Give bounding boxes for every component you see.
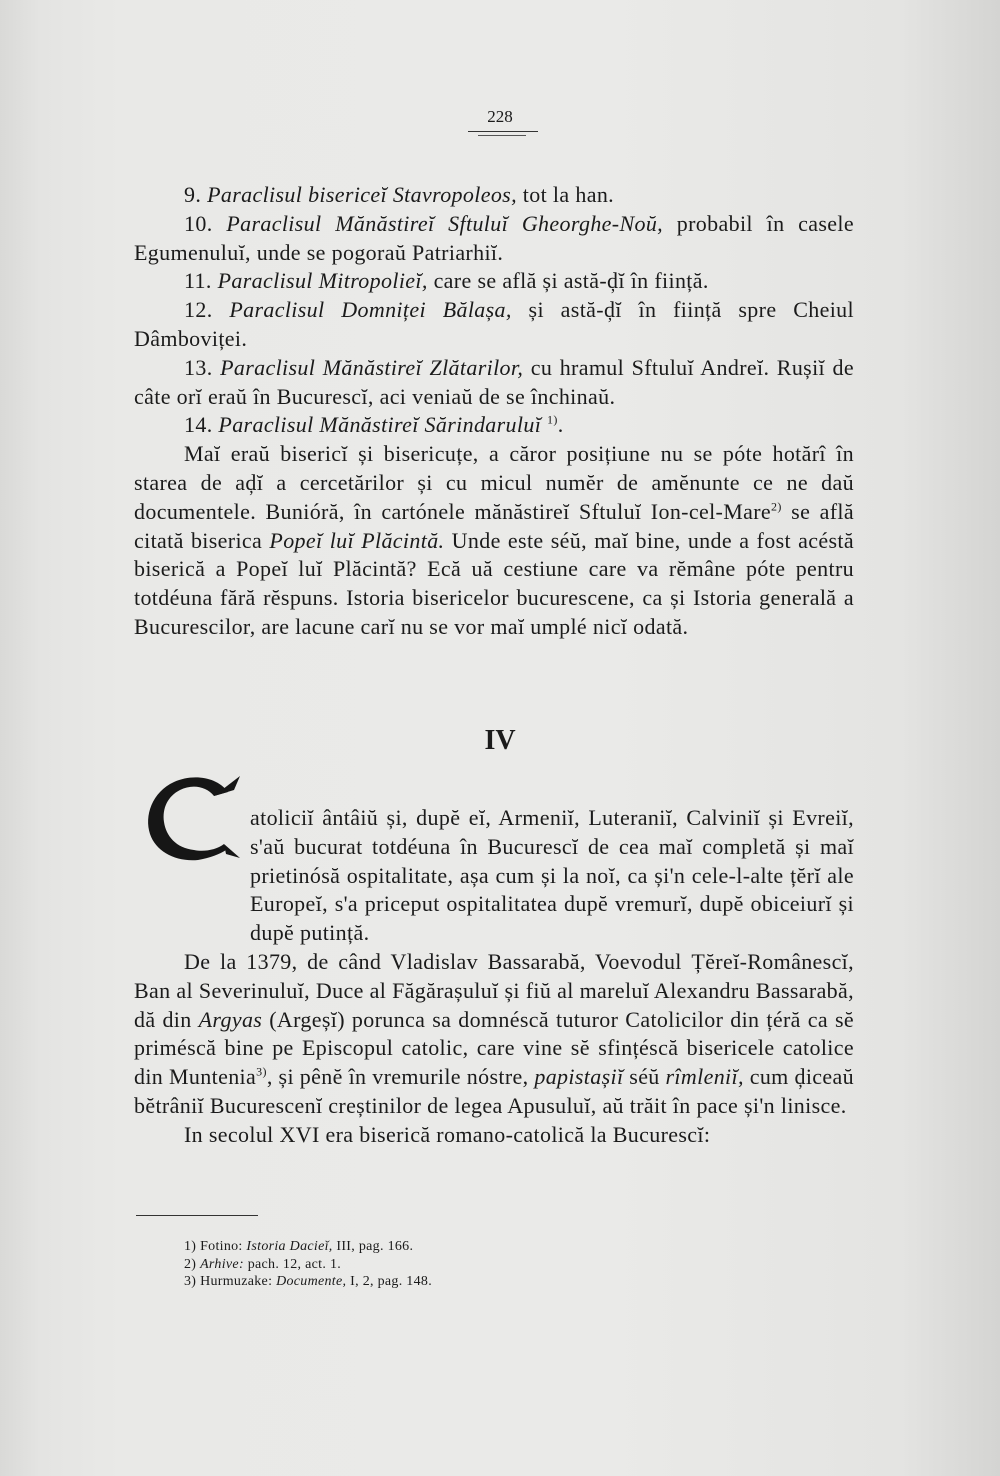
footnote: 1) Fotino: Istoria Dacieĭ, III, pag. 166. <box>184 1239 414 1254</box>
footnote-reference: 2) <box>771 499 782 514</box>
list-item: 14. Paraclisul Mănăstireĭ Sărindaruluĭ $^{1)}$. <box>184 412 564 438</box>
paragraph: In secolul XVI era biserică romano-catolică la Bucurescĭ: <box>184 1121 711 1147</box>
section-heading: IV <box>484 725 516 756</box>
list-item: 10. Paraclisul Mănăstireĭ Sftuluĭ Gheorghe-Noŭ, probabil în casele Egumenuluĭ, unde se pogoraŭ Patriarhiĭ. <box>134 210 854 265</box>
footnotes <box>184 1238 664 1291</box>
decorative-initial <box>136 755 248 864</box>
paragraph: De la 1379, de când Vladislav Bassarabă, Voevodul Țĕreĭ-Românescĭ, Ban al Severinuluĭ, Duce al Făgărașuluĭ și fiŭ al mareluĭ Alexandru Bassarabă, dă din Argyas (Argeșĭ) porunca sa domnéscă tuturor Catolicilor din țéră ca sĕ priméscă bine pe Episcopul catolic, care vine sĕ sfințéscă bisericele catolice din Muntenia$^{3)}$, și pênĕ în vremurile nóstre, papistașiĭ séŭ rîmleniĭ, cum ḑiceaŭ bĕtrâniĭ Bucurescenĭ creștinilor de legea Apusuluĭ, aŭ trăit în pace și'n linisce. <box>134 949 854 1118</box>
decorative-initial-c-icon <box>136 755 248 864</box>
page-number: 228 <box>487 107 513 126</box>
footnote: 3) Hurmuzake: Documente, I, 2, pag. 148. <box>184 1274 433 1289</box>
svg-text:C: C <box>136 755 149 774</box>
body-block <box>134 948 854 1150</box>
footnote-reference: 3) <box>256 1064 267 1079</box>
page-number-underline-short <box>478 135 526 136</box>
footnote-reference: 1) <box>547 413 558 428</box>
list-block <box>134 181 854 642</box>
page-number-underline <box>468 131 538 132</box>
list-item: 13. Paraclisul Mănăstireĭ Zlătarilor, cu hramul Sftuluĭ Andreĭ. Rușiĭ de câte orĭ eraŭ în Bucurescĭ, aci veniaŭ de se închinaŭ. <box>134 354 854 409</box>
footnote: 2) Arhive: pach. 12, act. 1. <box>184 1256 342 1272</box>
paragraph: Maĭ eraŭ bisericĭ și bisericuțe, a căror posițiune nu se póte hotărî în starea de aḑĭ a cercetărilor și cu micul numĕr de amĕnunte ce ne daŭ documentele. Bunióră, în cartónele mănăstireĭ Sftuluĭ Ion-cel-Mare$^{2)}$ se află citată biserica Popeĭ luĭ Plăcintă. Unde este séŭ, maĭ bine, unde a fost acéstă biserică a Popeĭ luĭ Plăcintă? Ecă uă cestiune care va rĕmâne póte pentru totdéuna fără rĕspuns. Istoria bisericelor bucurescene, ca și Istoria generală a Bucurescilor, are lacune carĭ nu se vor maĭ umplé nicĭ odată. <box>134 441 855 639</box>
list-item: 9. Paraclisul bisericeĭ Stavropoleos, tot la han. <box>184 182 615 207</box>
list-item: 12. Paraclisul Domniței Bălașa, și astă-ḑĭ în ființă spre Cheiul Dâmboviței. <box>134 297 854 351</box>
paragraph-catholics: atoliciĭ ântâiŭ și, dupĕ eĭ, Armeniĭ, Luteraniĭ, Calviniĭ și Evreiĭ, s'aŭ bucurat totdéuna în Bucurescĭ de cea maĭ completă și maĭ prietinósă ospitalitate, așa cum și la noĭ, ca și'n cele-l-alte țĕrĭ ale Europeĭ, s'a priceput ospitalitatea dupĕ vremurĭ, dupĕ obiceiurĭ și dupĕ putință. <box>250 805 854 946</box>
footnote-divider <box>136 1215 258 1216</box>
list-item: 11. Paraclisul Mitropolieĭ, care se află și astă-ḑĭ în ființă. <box>184 268 709 294</box>
